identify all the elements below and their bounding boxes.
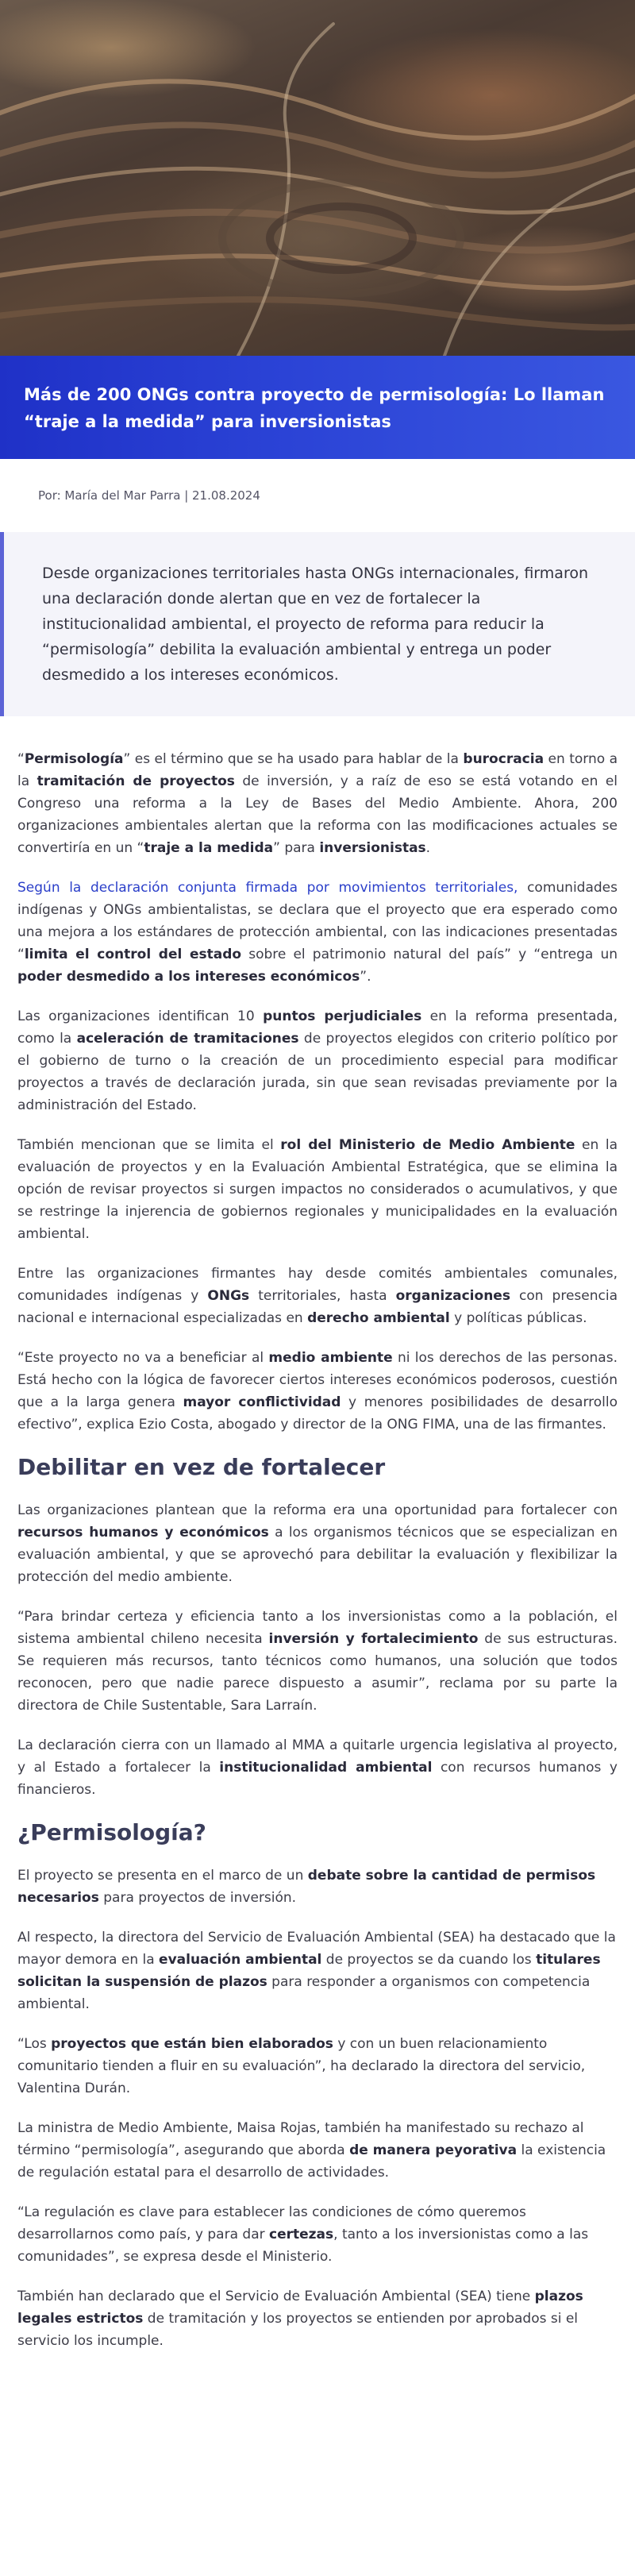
paragraph-2: Según la declaración conjunta firmada por movimientos territoriales, comunidades indígenas y ONGs ambientalistas, se declara que el proyecto que era esperado como una mejora a los estándares de protección ambiental, con las indicaciones presentadas “limita el control del estado sobre el patrimonio natural del país” y “entrega un poder desmedido a los intereses económicos”.: [17, 880, 618, 985]
paragraph-10: El proyecto se presenta en el marco de un debate sobre la cantidad de permisos necesarios para proyectos de inversión.: [17, 1868, 596, 1906]
paragraph-7: Las organizaciones plantean que la reforma era una oportunidad para fortalecer con recursos humanos y económicos a los organismos técnicos que se especializan en evaluación ambiental, y que se aprovechó para debilitar la evaluación y flexibilizar la protección del medio ambiente.: [17, 1502, 618, 1585]
highlighted-lead: Según la declaración conjunta firmada por movimientos territoriales,: [17, 880, 518, 896]
paragraph-3: Las organizaciones identifican 10 puntos perjudiciales en la reforma presentada, como la aceleración de tramitaciones de proyectos elegidos con criterio político por el gobierno de turno o la creación de un procedimiento especial para modificar proyectos a través de declaración jurada, sin que sean revisadas previamente por la administración del Estado.: [17, 1008, 618, 1113]
open-pit-mine-illustration: [0, 0, 635, 356]
article-summary: Desde organizaciones territoriales hasta ONGs internacionales, firmaron una declaración donde alertan que en vez de fortalecer la institucionalidad ambiental, el proyecto de reforma para reducir la “permisología” debilita la evaluación ambiental y entrega un poder desmedido a los intereses económicos.: [0, 532, 635, 716]
paragraph-1: “Permisología” es el término que se ha usado para hablar de la burocracia en torno a la tramitación de proyectos de inversión, y a raíz de eso se está votando en el Congreso una reforma a la Ley de Bases del Medio Ambiente. Ahora, 200 organizaciones ambientales alertan que la reforma con las modificaciones actuales se convertiría en un “traje a la medida” para inversionistas.: [17, 751, 618, 856]
paragraph-15: También han declarado que el Servicio de Evaluación Ambiental (SEA) tiene plazos legales estrictos de tramitación y los proyectos se entienden por aprobados si el servicio los incumple.: [17, 2289, 583, 2349]
paragraph-6: “Este proyecto no va a beneficiar al medio ambiente ni los derechos de las personas. Está hecho con la lógica de favorecer ciertos intereses económicos poderosos, cuestión que a la larga genera mayor conflictividad y menores posibilidades de desarrollo efectivo”, explica Ezio Costa, abogado y director de la ONG FIMA, una de las firmantes.: [17, 1350, 618, 1433]
article-title-band: [0, 356, 635, 459]
section-heading-debilitar: Debilitar en vez de fortalecer: [17, 1454, 386, 1480]
hero-image: [0, 0, 635, 356]
paragraph-4: También mencionan que se limita el rol del Ministerio de Medio Ambiente en la evaluación de proyectos y en la Evaluación Ambiental Estratégica, que se elimina la opción de revisar proyectos si surgen impactos no considerados o acumulativos, y que se restringe la injerencia de gobiernos regionales y municipalidades en la evaluación ambiental.: [17, 1137, 618, 1242]
paragraph-8: “Para brindar certeza y eficiencia tanto a los inversionistas como a la población, el sistema ambiental chileno necesita inversión y fortalecimiento de sus estructuras. Se requieren más recursos, tanto técnicos como humanos, una solución que todos reconocen, pero que nadie parece dispuesto a asumir”, reclama por su parte la directora de Chile Sustentable, Sara Larraín.: [17, 1609, 618, 1714]
section-heading-permisologia: ¿Permisología?: [17, 1819, 206, 1845]
article-body: [0, 716, 635, 2352]
paragraph-14: “La regulación es clave para establecer las condiciones de cómo queremos desarrollarnos como país, y para dar certezas, tanto a los inversionistas como a las comunidades”, se expresa desde el Ministerio.: [17, 2204, 589, 2265]
paragraph-13: La ministra de Medio Ambiente, Maisa Rojas, también ha manifestado su rechazo al término “permisología”, asegurando que aborda de manera peyorativa la existencia de regulación estatal para el desarrollo de actividades.: [17, 2120, 606, 2181]
article-title: Más de 200 ONGs contra proyecto de permisología: Lo llaman “traje a la medida” para inversionistas: [24, 385, 605, 431]
paragraph-9: La declaración cierra con un llamado al MMA a quitarle urgencia legislativa al proyecto, y al Estado a fortalecer la institucionalidad ambiental con recursos humanos y financieros.: [17, 1737, 618, 1798]
paragraph-12: “Los proyectos que están bien elaborados y con un buen relacionamiento comunitario tienden a fluir en su evaluación”, ha declarado la directora del servicio, Valentina Durán.: [17, 2036, 586, 2096]
paragraph-5: Entre las organizaciones firmantes hay desde comités ambientales comunales, comunidades indígenas y ONGs territoriales, hasta organizaciones con presencia nacional e internacional especializadas en derecho ambiental y políticas públicas.: [17, 1266, 618, 1326]
article-byline: Por: María del Mar Parra | 21.08.2024: [38, 488, 260, 503]
paragraph-11: Al respecto, la directora del Servicio de Evaluación Ambiental (SEA) ha destacado que la mayor demora en la evaluación ambiental de proyectos se da cuando los titulares solicitan la suspensión de plazos para responder a organismos con competencia ambiental.: [17, 1930, 616, 2012]
